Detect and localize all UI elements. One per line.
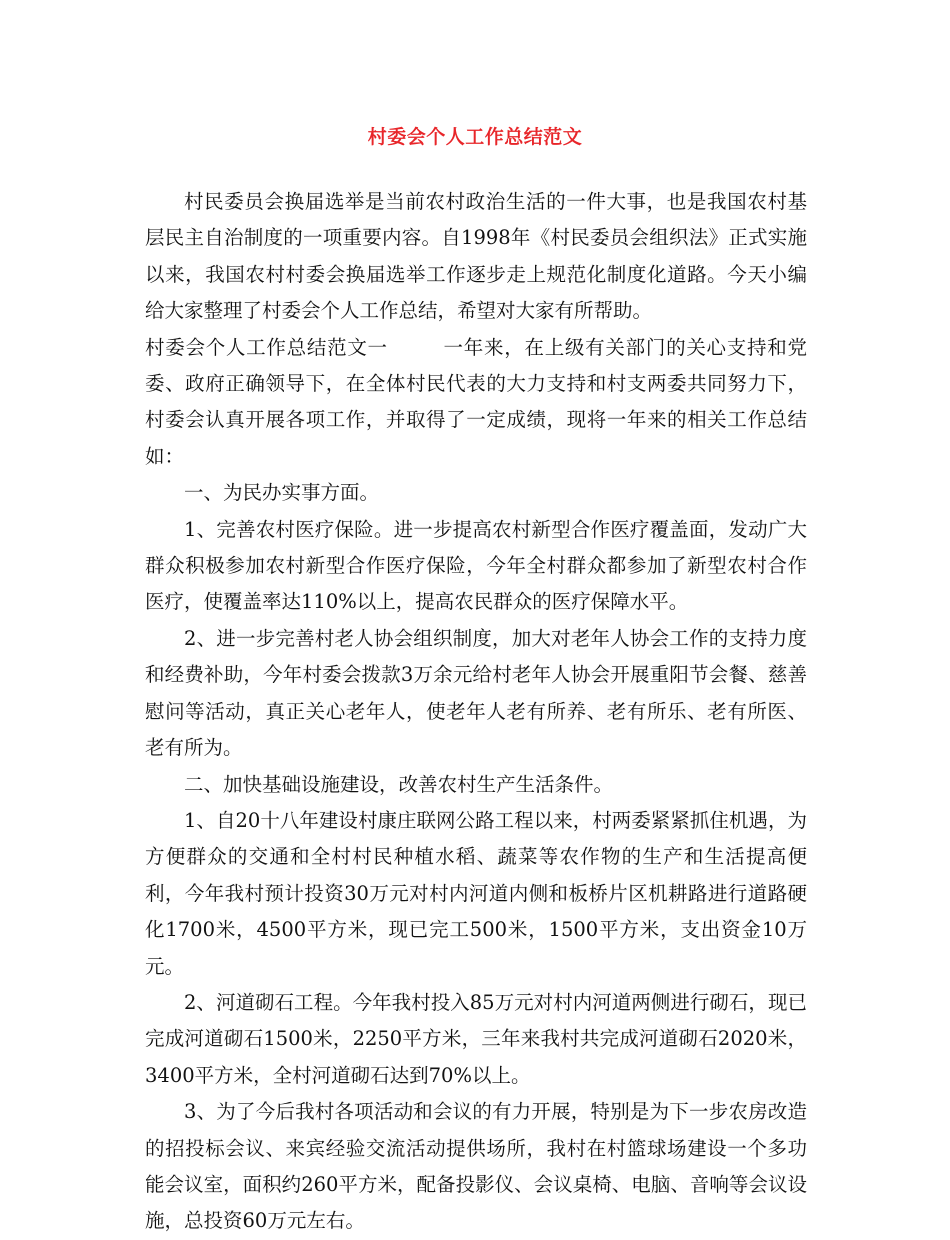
document-body xyxy=(145,184,807,1240)
item-2-3: 3、为了今后我村各项活动和会议的有力开展，特别是为下一步农房改造的招投标会议、来宾经验交流活动提供场所，我村在村篮球场建设一个多功能会议室，面积约260平方米，配备投影仪、会议桌椅、电脑、音响等会议设施，总投资60万元左右。 xyxy=(145,1100,807,1233)
heading-2: 二、加快基础设施建设，改善农村生产生活条件。 xyxy=(184,772,614,796)
item-2-1: 1、自20十八年建设村康庄联网公路工程以来，村两委紧紧抓住机遇，为方便群众的交通和全村村民种植水稻、蔬菜等农作物的生产和生活提高便利，今年我村预计投资30万元对村内河道内侧和板桥片区机耕路进行道路硬化1700米，4500平方米，现已完工500米，1500平方米，支出资金10万元。 xyxy=(145,808,807,978)
item-1-2: 2、进一步完善村老人协会组织制度，加大对老年人协会工作的支持力度和经费补助，今年村委会拨款3万余元给村老年人协会开展重阳节会餐、慈善慰问等活动，真正关心老年人，使老年人老有所养、老有所乐、老有所医、老有所为。 xyxy=(145,626,807,760)
intro-paragraph: 村民委员会换届选举是当前农村政治生活的一件大事，也是我国农村基层民主自治制度的一项重要内容。自1998年《村民委员会组织法》正式实施以来，我国农村村委会换届选举工作逐步走上规范化制度化道路。今天小编给大家整理了村委会个人工作总结，希望对大家有所帮助。 xyxy=(145,190,807,323)
section-label: 村委会个人工作总结范文一 xyxy=(145,335,388,359)
page-title: 村委会个人工作总结范文 xyxy=(367,126,583,148)
item-1-1: 1、完善农村医疗保险。进一步提高农村新型合作医疗覆盖面，发动广大群众积极参加农村新型合作医疗保险，今年全村群众都参加了新型农村合作医疗，使覆盖率达110%以上，提高农民群众的医疗保障水平。 xyxy=(145,517,807,614)
section-opening: 一年来，在上级有关部门的关心支持和党委、政府正确领导下，在全体村民代表的大力支持和村支两委共同努力下，村委会认真开展各项工作，并取得了一定成绩，现将一年来的相关工作总结如： xyxy=(145,335,807,468)
heading-1: 一、为民办实事方面。 xyxy=(184,481,380,505)
item-2-2: 2、河道砌石工程。今年我村投入85万元对村内河道两侧进行砌石，现已完成河道砌石1500米，2250平方米，三年来我村共完成河道砌石2020米，3400平方米，全村河道砌石达到70%以上。 xyxy=(145,990,807,1087)
section-paragraph xyxy=(145,330,807,476)
